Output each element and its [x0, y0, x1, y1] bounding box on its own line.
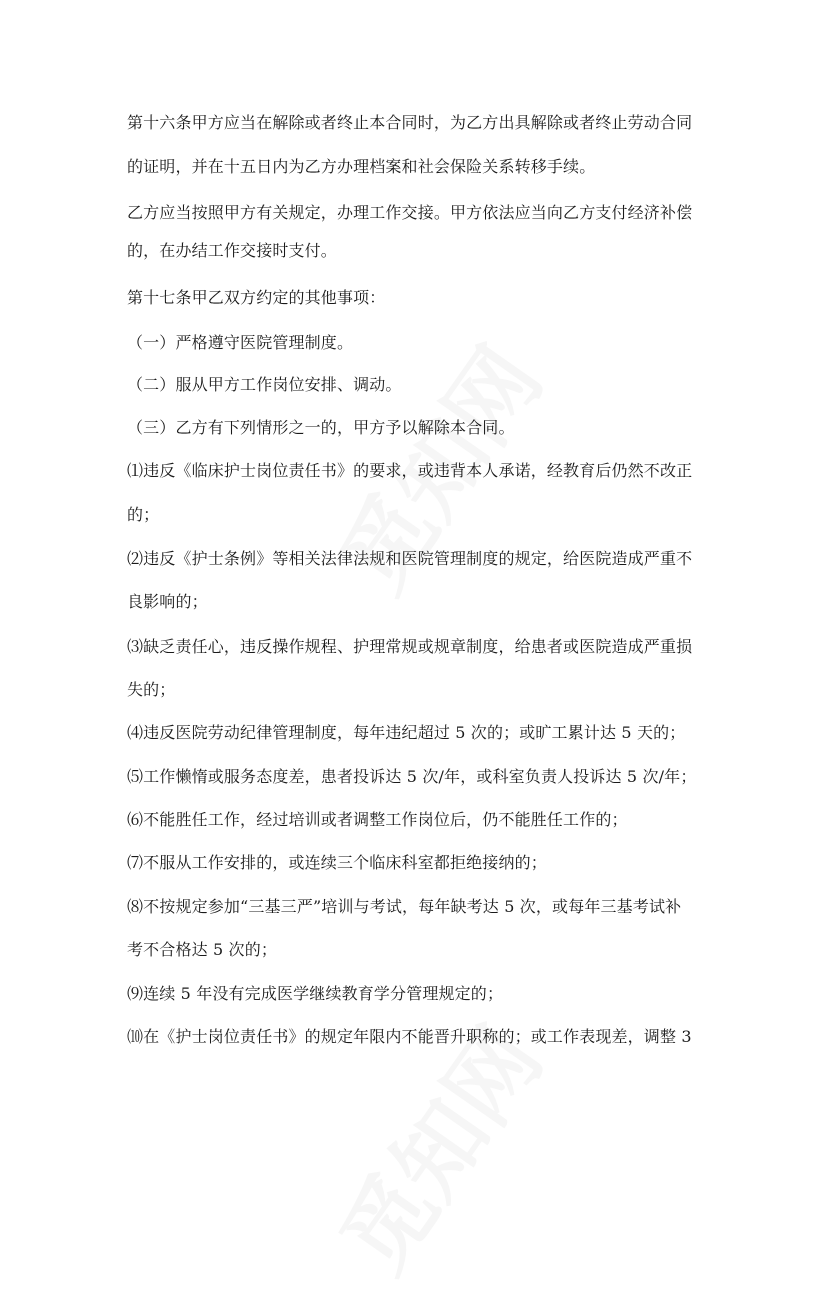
text-line: ⑺不服从工作安排的，或连续三个临床科室都拒绝接纳的；: [127, 853, 547, 872]
text-line: ⑽在《护士岗位责任书》的规定年限内不能晋升职称的；或工作表现差，调整 3: [127, 1027, 692, 1046]
text-line: ⑴违反《临床护士岗位责任书》的要求，或违背本人承诺，经教育后仍然不改正: [127, 461, 693, 480]
text-line: ⑸工作懒惰或服务态度差，患者投诉达 5 次/年，或科室负责人投诉达 5 次/年；: [127, 767, 697, 786]
text-line: （三）乙方有下列情形之一的，甲方予以解除本合同。: [127, 418, 515, 437]
text-line: ⑵违反《护士条例》等相关法律法规和医院管理制度的规定，给医院造成严重不: [127, 549, 693, 568]
text-line: 良影响的；: [127, 592, 208, 611]
text-line: （二）服从甲方工作岗位安排、调动。: [127, 375, 402, 394]
text-line: 第十六条甲方应当在解除或者终止本合同时，为乙方出具解除或者终止劳动合同: [127, 113, 693, 132]
text-line: ⑷违反医院劳动纪律管理制度，每年违纪超过 5 次的；或旷工累计达 5 天的；: [127, 723, 686, 742]
text-line: 第十七条甲乙双方约定的其他事项：: [127, 288, 386, 307]
text-line: ⑼连续 5 年没有完成医学继续教育学分管理规定的；: [127, 984, 504, 1003]
text-line: ⑻不按规定参加“三基三严”培训与考试，每年缺考达 5 次，或每年三基考试补: [127, 897, 682, 916]
text-line: 失的；: [127, 680, 176, 699]
text-line: ⑹不能胜任工作，经过培训或者调整工作岗位后，仍不能胜任工作的；: [127, 810, 628, 829]
text-line: ⑶缺乏责任心，违反操作规程、护理常规或规章制度，给患者或医院造成严重损: [127, 637, 693, 656]
text-line: 乙方应当按照甲方有关规定，办理工作交接。甲方依法应当向乙方支付经济补偿: [127, 203, 693, 222]
text-line: 的证明，并在十五日内为乙方办理档案和社会保险关系转移手续。: [127, 157, 596, 176]
text-line: 的，在办结工作交接时支付。: [127, 241, 337, 260]
text-line: 的；: [127, 505, 160, 524]
text-line: （一）严格遵守医院管理制度。: [127, 333, 354, 352]
text-line: 考不合格达 5 次的；: [127, 940, 278, 959]
